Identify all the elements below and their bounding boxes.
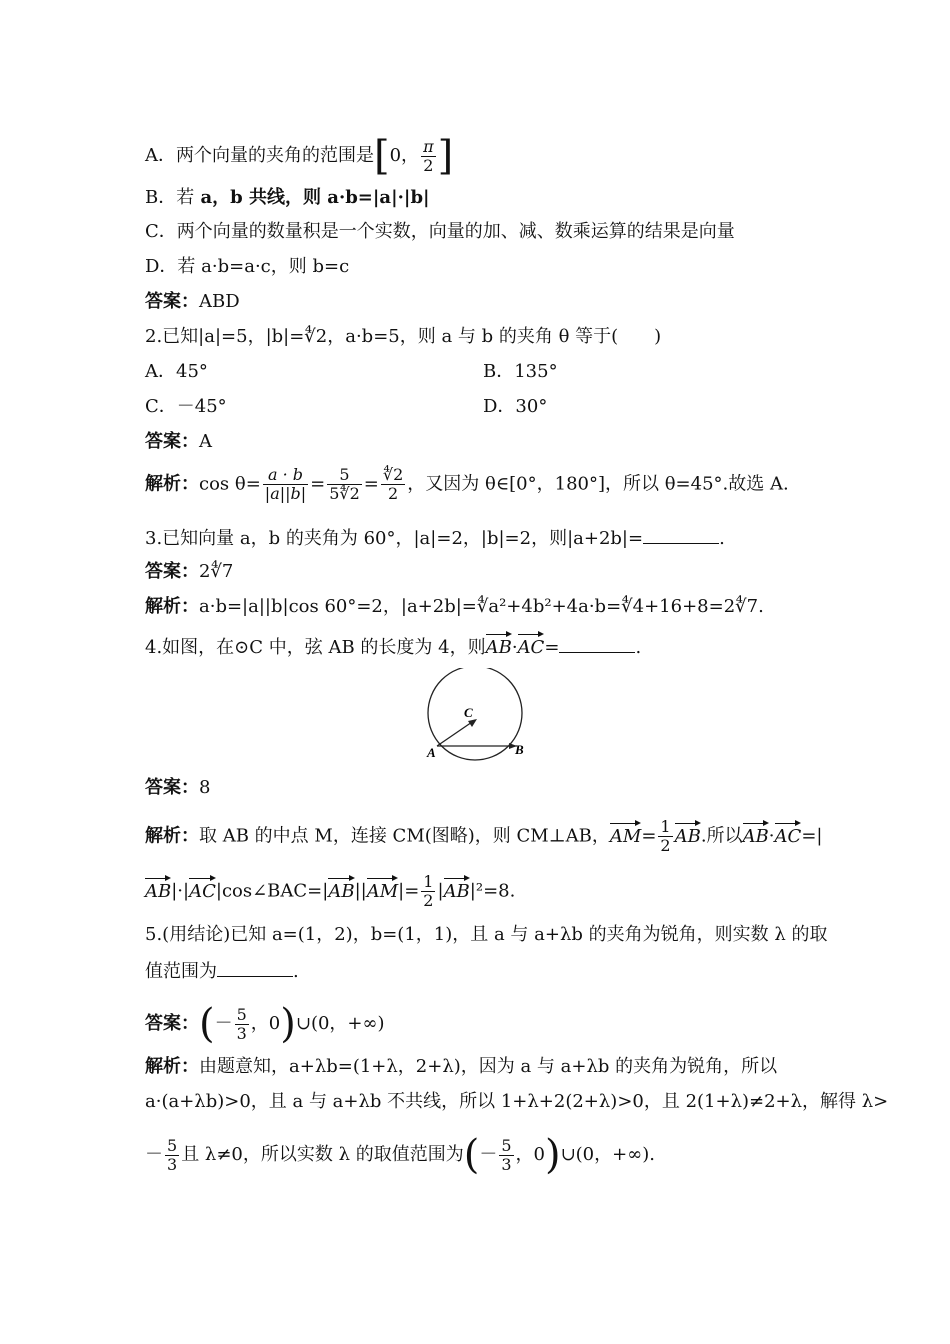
q1-option-b: B．若 a，b 共线，则 a·b=|a|·|b| [145, 187, 430, 208]
q2-option-c: C．－45° [145, 396, 227, 417]
arrow-ac [468, 719, 477, 727]
q4-stem: 4.如图，在⊙C 中，弦 AB 的长度为 4，则AB·AC= . [145, 632, 641, 660]
pi-over-2-fraction: $\frac{\pi}{2}$ [423, 136, 434, 175]
q1-answer: 答案：ABD [145, 291, 240, 312]
q5-analysis-line3: － $\frac{5}{3}$ 且 λ≠0，所以实数 λ 的取值范围为(－ $\frac{5}{3}$ ，0)∪(0，+∞). [145, 1132, 655, 1178]
q1-option-a: A．两个向量的夹角的范围是[0， $\frac{\pi}{2}$ ] [145, 133, 454, 179]
q4-answer: 答案：8 [145, 777, 211, 798]
label-c: C [464, 705, 473, 720]
label-a: A [427, 745, 436, 760]
label-b: B [515, 742, 524, 757]
q2-stem: 2.已知|a|=5，|b|=∜2，a·b=5，则 a 与 b 的夹角 θ 等于( ) [145, 326, 662, 347]
answer-blank [643, 525, 719, 544]
q5-answer: 答案：(－ $\frac{5}{3}$ ，0)∪(0，+∞) [145, 1001, 385, 1047]
q5-stem-line2: 值范围为 . [145, 958, 299, 984]
q5-analysis-line2: a·(a+λb)>0，且 a 与 a+λb 不共线，所以 1+λ+2(2+λ)>0，且 2(1+λ)≠2+λ，解得 λ> [145, 1091, 889, 1112]
q1-option-c: C．两个向量的数量积是一个实数，向量的加、减、数乘运算的结果是向量 [145, 221, 735, 242]
vector-ac [437, 720, 475, 746]
q2-option-b: B．135° [483, 361, 558, 382]
q5-analysis-line1: 解析：由题意知，a+λb=(1+λ，2+λ)，因为 a 与 a+λb 的夹角为锐角，所以 [145, 1056, 778, 1077]
q2-analysis: 解析：cos θ= $\frac{a \cdot b}{|a||b|}$ = $\frac{5}{5∜2}$ = $\frac{∜2}{2}$ ，又因为 θ∈[0°，180°]，所以 θ=45°.故选 A. [145, 465, 789, 503]
q3-answer: 答案：2∜7 [145, 561, 234, 582]
q1-option-d: D．若 a·b=a·c，则 b=c [145, 256, 350, 277]
q2-answer: 答案：A [145, 431, 212, 452]
answer-blank [217, 958, 293, 977]
answer-blank [559, 634, 635, 653]
circle-figure [420, 668, 540, 768]
q4-analysis-line2: AB|·|AC|cos∠BAC=|AB||AM|= $\frac{1}{2}$ |AB|²=8. [145, 872, 516, 910]
q5-stem-line1: 5.(用结论)已知 a=(1，2)，b=(1，1)，且 a 与 a+λb 的夹角为锐角，则实数 λ 的取 [145, 924, 828, 945]
q3-stem: 3.已知向量 a，b 的夹角为 60°，|a|=2，|b|=2，则|a+2b|= . [145, 525, 725, 551]
q3-analysis: 解析：a·b=|a||b|cos 60°=2，|a+2b|=∜a²+4b²+4a·b=∜4+16+8=2∜7. [145, 596, 764, 617]
q2-option-d: D．30° [483, 396, 548, 417]
q4-analysis-line1: 解析：取 AB 的中点 M，连接 CM(图略)，则 CM⊥AB，AM= $\frac{1}{2}$ AB.所以AB·AC=| [145, 817, 823, 855]
q2-option-a: A．45° [145, 361, 208, 382]
